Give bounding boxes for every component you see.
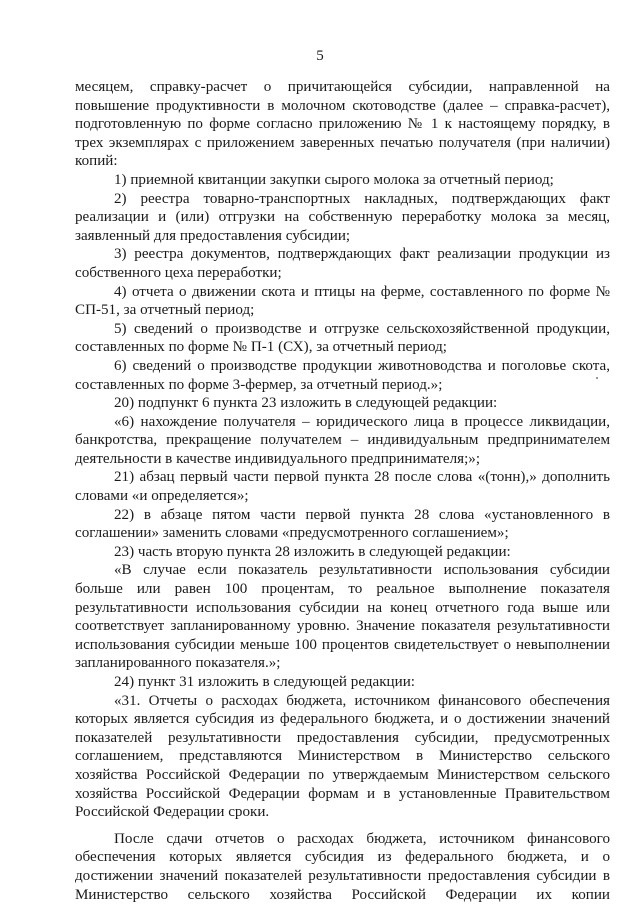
amendment-22: 22) в абзаце пятом части первой пункта 28 слова «установленного в соглашении» заменить словами «предусмотренного соглашением»; bbox=[75, 506, 610, 542]
list-item-5: 5) сведений о производстве и отгрузке сельскохозяйственной продукции, составленных по форме № П-1 (СХ), за отчетный период; bbox=[75, 320, 610, 356]
amendment-23-text: «В случае если показатель результативности использования субсидии больше или равен 100 процентам, то реальное выполнение показателя результативности использования субсидии на конец отчетного года выше или соответствует запланированному уровню. Значение показателя результативности использования субсидии меньше 100 процентов свидетельствует о невыполнении запланированного показателя.»; bbox=[75, 562, 610, 672]
page-number: 5 bbox=[316, 48, 324, 64]
list-item-6: 6) сведений о производстве продукции животноводства и поголовье скота, составленных по форме 3-фермер, за отчетный период.»; bbox=[75, 357, 610, 393]
amendment-20: 20) подпункт 6 пункта 23 изложить в следующей редакции: bbox=[114, 395, 498, 412]
paragraph-continuation: месяцем, справку-расчет о причитающейся субсидии, направленной на повышение продуктивности в молочном скотоводстве (далее – справка-расчет), подготовленную по форме согласно приложению № 1 к настоящему порядку, в трех экземплярах с приложением заверенных печатью получателя (при наличии) копий: bbox=[75, 79, 610, 170]
closing-paragraph: После сдачи отчетов о расходах бюджета, источником финансового обеспечения которых является субсидия из федерального бюджета, и о достижении значений показателей результативности предоставления субсидии в Министерство сельского хозяйства Российской Федерации их копии bbox=[75, 830, 610, 903]
document-body bbox=[75, 78, 610, 904]
amendment-24: 24) пункт 31 изложить в следующей редакции: bbox=[114, 674, 415, 690]
list-item-3: 3) реестра документов, подтверждающих факт реализации продукции из собственного цеха переработки; bbox=[75, 246, 610, 281]
amendment-21: 21) абзац первый части первой пункта 28 после слова «(тонн),» дополнить словами «и определяется»; bbox=[75, 469, 610, 505]
amendment-23: 23) часть вторую пункта 28 изложить в следующей редакции: bbox=[114, 543, 511, 560]
scan-speck bbox=[596, 377, 598, 379]
list-item-1: 1) приемной квитанции закупки сырого молока за отчетный период; bbox=[114, 171, 554, 188]
amendment-20-text: «6) нахождение получателя – юридического лица в процессе ликвидации, банкротства, прекращение получателем – индивидуальным предпринимателем деятельности в качестве индивидуального предпринимателя;»; bbox=[75, 413, 610, 467]
list-item-4: 4) отчета о движении скота и птицы на ферме, составленного по форме № СП-51, за отчетный период; bbox=[75, 283, 610, 319]
amendment-24-text: «31. Отчеты о расходах бюджета, источником финансового обеспечения которых является субсидия из федерального бюджета, и о достижении значений показателей результативности предоставления субсидии, предусмотренных соглашением, представляются Министерством в Министерство сельского хозяйства Российской Федерации по утверждаемым Министерством сельского хозяйства Российской Федерации формам и в установленные Правительством Российской Федерации сроки. bbox=[75, 692, 610, 821]
list-item-2: 2) реестра товарно-транспортных накладных, подтверждающих факт реализации и (или) отгрузки на собственную переработку молока за месяц, заявленный для предоставления субсидии; bbox=[75, 190, 610, 244]
